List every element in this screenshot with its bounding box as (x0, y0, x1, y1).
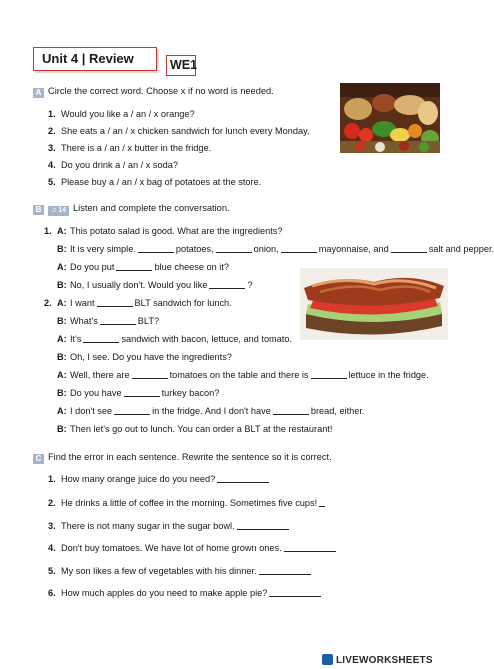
unit-title: Unit 4 | Review (33, 47, 157, 71)
answer-blank[interactable] (281, 244, 317, 253)
dialogue-line: B: Oh, I see. Do you have the ingredients? (57, 352, 232, 362)
list-item: 2. He drinks a little of coffee in the morning. Sometimes five cups! (48, 497, 327, 509)
dialogue-line: A: I don't see in the fridge. And I don't have bread, either. (57, 406, 365, 416)
answer-blank[interactable] (311, 370, 347, 379)
dialogue-line: A: It's sandwich with bacon, lettuce, and tomato. (57, 334, 293, 344)
list-item: 4. Do you drink a / an / x soda? (48, 160, 178, 170)
answer-blank[interactable] (319, 498, 325, 507)
dialogue-line: B: Then let's go out to lunch. You can order a BLT at the restaurant! (57, 424, 333, 434)
answer-blank[interactable] (216, 244, 252, 253)
dialogue-line: A: Do you put blue cheese on it? (57, 262, 230, 272)
headphones-icon: ♫ (51, 207, 57, 214)
list-item: 1. Would you like a / an / x orange? (48, 109, 195, 119)
worksheet-code: WE1 (166, 55, 196, 76)
answer-blank[interactable] (284, 543, 336, 552)
list-item: 1. How many orange juice do you need? (48, 473, 271, 485)
answer-blank[interactable] (273, 406, 309, 415)
list-item: 5. My son likes a few of vegetables with his dinner. (48, 565, 313, 577)
section-a-header (33, 86, 274, 98)
dialogue-line: B: What's BLT? (57, 316, 160, 326)
audio-track-badge: ♫ 14 (48, 206, 69, 216)
section-b-instruction: Listen and complete the conversation. (73, 203, 230, 213)
section-c-header (33, 452, 332, 464)
dialogue-line: 1. A: This potato salad is good. What are the ingredients? (44, 226, 283, 236)
section-c-instruction: Find the error in each sentence. Rewrite the sentence so it is correct. (48, 452, 332, 462)
list-item: 4. Don't buy tomatoes. We have lot of home grown ones. (48, 542, 338, 554)
list-item: 6. How much apples do you need to make apple pie? (48, 587, 323, 599)
answer-blank[interactable] (100, 316, 136, 325)
list-item: 5. Please buy a / an / x bag of potatoes at the store. (48, 177, 262, 187)
groceries-photo (340, 83, 440, 153)
answer-blank[interactable] (391, 244, 427, 253)
dialogue-line: B: It is very simple. potatoes, onion, mayonnaise, and salt and pepper. (57, 244, 494, 254)
section-a-badge: A (33, 88, 44, 98)
answer-blank[interactable] (237, 521, 289, 530)
liveworksheets-logo-icon (322, 654, 333, 665)
answer-blank[interactable] (83, 334, 119, 343)
dialogue-line: B: No, I usually don't. Would you like ? (57, 280, 253, 290)
section-b-header (33, 203, 230, 216)
answer-blank[interactable] (217, 474, 269, 483)
dialogue-line: B: Do you have turkey bacon? (57, 388, 220, 398)
list-item: 3. There is a / an / x butter in the fridge. (48, 143, 212, 153)
footer-brand: LIVEWORKSHEETS (322, 654, 433, 666)
answer-blank[interactable] (209, 280, 245, 289)
answer-blank[interactable] (269, 588, 321, 597)
answer-blank[interactable] (124, 388, 160, 397)
answer-blank[interactable] (116, 262, 152, 271)
dialogue-line: A: Well, there are tomatoes on the table and there is lettuce in the fridge. (57, 370, 429, 380)
section-a-instruction: Circle the correct word. Choose x if no word is needed. (48, 86, 274, 96)
list-item: 3. There is not many sugar in the sugar bowl. (48, 520, 291, 532)
blt-sandwich-photo (300, 268, 448, 340)
section-c-badge: C (33, 454, 44, 464)
dialogue-line: 2. A: I want BLT sandwich for lunch. (44, 298, 232, 308)
answer-blank[interactable] (259, 566, 311, 575)
list-item: 2. She eats a / an / x chicken sandwich for lunch every Monday. (48, 126, 310, 136)
answer-blank[interactable] (97, 298, 133, 307)
answer-blank[interactable] (114, 406, 150, 415)
section-b-badge: B (33, 205, 44, 215)
answer-blank[interactable] (132, 370, 168, 379)
answer-blank[interactable] (138, 244, 174, 253)
